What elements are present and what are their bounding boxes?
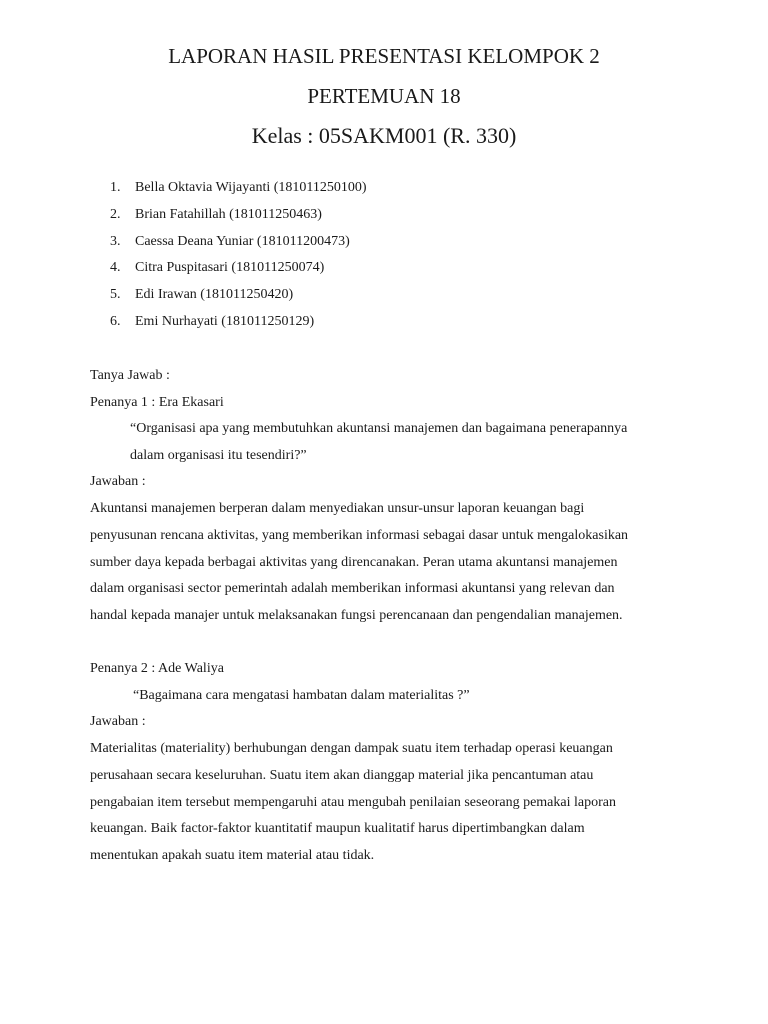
answer-line: Akuntansi manajemen berperan dalam menyediakan unsur-unsur laporan keuangan bagi [90, 501, 585, 516]
member-name: Bella Oktavia Wijayanti (181011250100) [135, 180, 367, 195]
question-1 [130, 419, 730, 473]
list-number: 1. [110, 180, 121, 195]
answer-label-1: Jawaban : [90, 474, 146, 489]
answer-label-2: Jawaban : [90, 714, 146, 729]
asker-1: Penanya 1 : Era Ekasari [90, 395, 224, 410]
list-item [110, 178, 367, 205]
question-line: “Bagaimana cara mengatasi hambatan dalam materialitas ?” [133, 688, 470, 703]
member-name: Brian Fatahillah (181011250463) [135, 206, 322, 222]
answer-line: handal kepada manajer untuk melaksanakan fungsi perencanaan dan pengendalian manajemen. [90, 608, 623, 624]
answer-line: sumber daya kepada berbagai aktivitas yang direncanakan. Peran utama akuntansi manajemen [90, 554, 618, 570]
member-name: Caessa Deana Yuniar (181011200473) [135, 233, 350, 249]
list-number: 4. [110, 260, 121, 276]
answer-line: keuangan. Baik factor-faktor kuantitatif maupun kualitatif harus dipertimbangkan dalam [90, 821, 585, 837]
answer-line: dalam organisasi sector pemerintah adalah memberikan informasi akuntansi yang relevan dan [90, 581, 615, 597]
answer-line: perusahaan secara keseluruhan. Suatu item akan dianggap material jika pencantuman atau [90, 767, 594, 783]
list-item [110, 232, 367, 259]
meeting-number: PERTEMUAN 18 [307, 84, 461, 108]
asker-2: Penanya 2 : Ade Waliya [90, 661, 224, 676]
list-number: 2. [110, 206, 121, 222]
class-info: Kelas : 05SAKM001 (R. 330) [251, 123, 517, 148]
report-title: LAPORAN HASIL PRESENTASI KELOMPOK 2 [168, 44, 600, 68]
list-number: 5. [110, 287, 121, 303]
answer-2 [90, 739, 690, 873]
answer-line: pengabaian item tersebut mempengaruhi atau mengubah penilaian seseorang pemakai laporan [90, 794, 616, 810]
list-number: 3. [110, 233, 121, 249]
list-item [110, 312, 367, 339]
member-list [110, 178, 367, 339]
answer-1 [90, 499, 690, 633]
question-line: “Organisasi apa yang membutuhkan akuntansi manajemen dan bagaimana penerapannya [130, 421, 628, 436]
list-number: 6. [110, 313, 121, 329]
answer-line: penyusunan rencana aktivitas, yang memberikan informasi sebagai dasar untuk mengalokasikan [90, 527, 629, 543]
list-item [110, 285, 367, 312]
member-name: Emi Nurhayati (181011250129) [135, 313, 315, 329]
answer-line: Materialitas (materiality) berhubungan dengan dampak suatu item terhadap operasi keuangan [90, 741, 613, 756]
question-line: dalam organisasi itu tesendiri?” [130, 447, 307, 463]
list-item [110, 205, 367, 232]
member-name: Edi Irawan (181011250420) [135, 287, 294, 303]
question-2 [133, 686, 733, 713]
list-item [110, 258, 367, 285]
answer-line: menentukan apakah suatu item material atau tidak. [90, 848, 375, 864]
member-name: Citra Puspitasari (181011250074) [135, 260, 325, 276]
qa-heading: Tanya Jawab : [90, 368, 170, 383]
